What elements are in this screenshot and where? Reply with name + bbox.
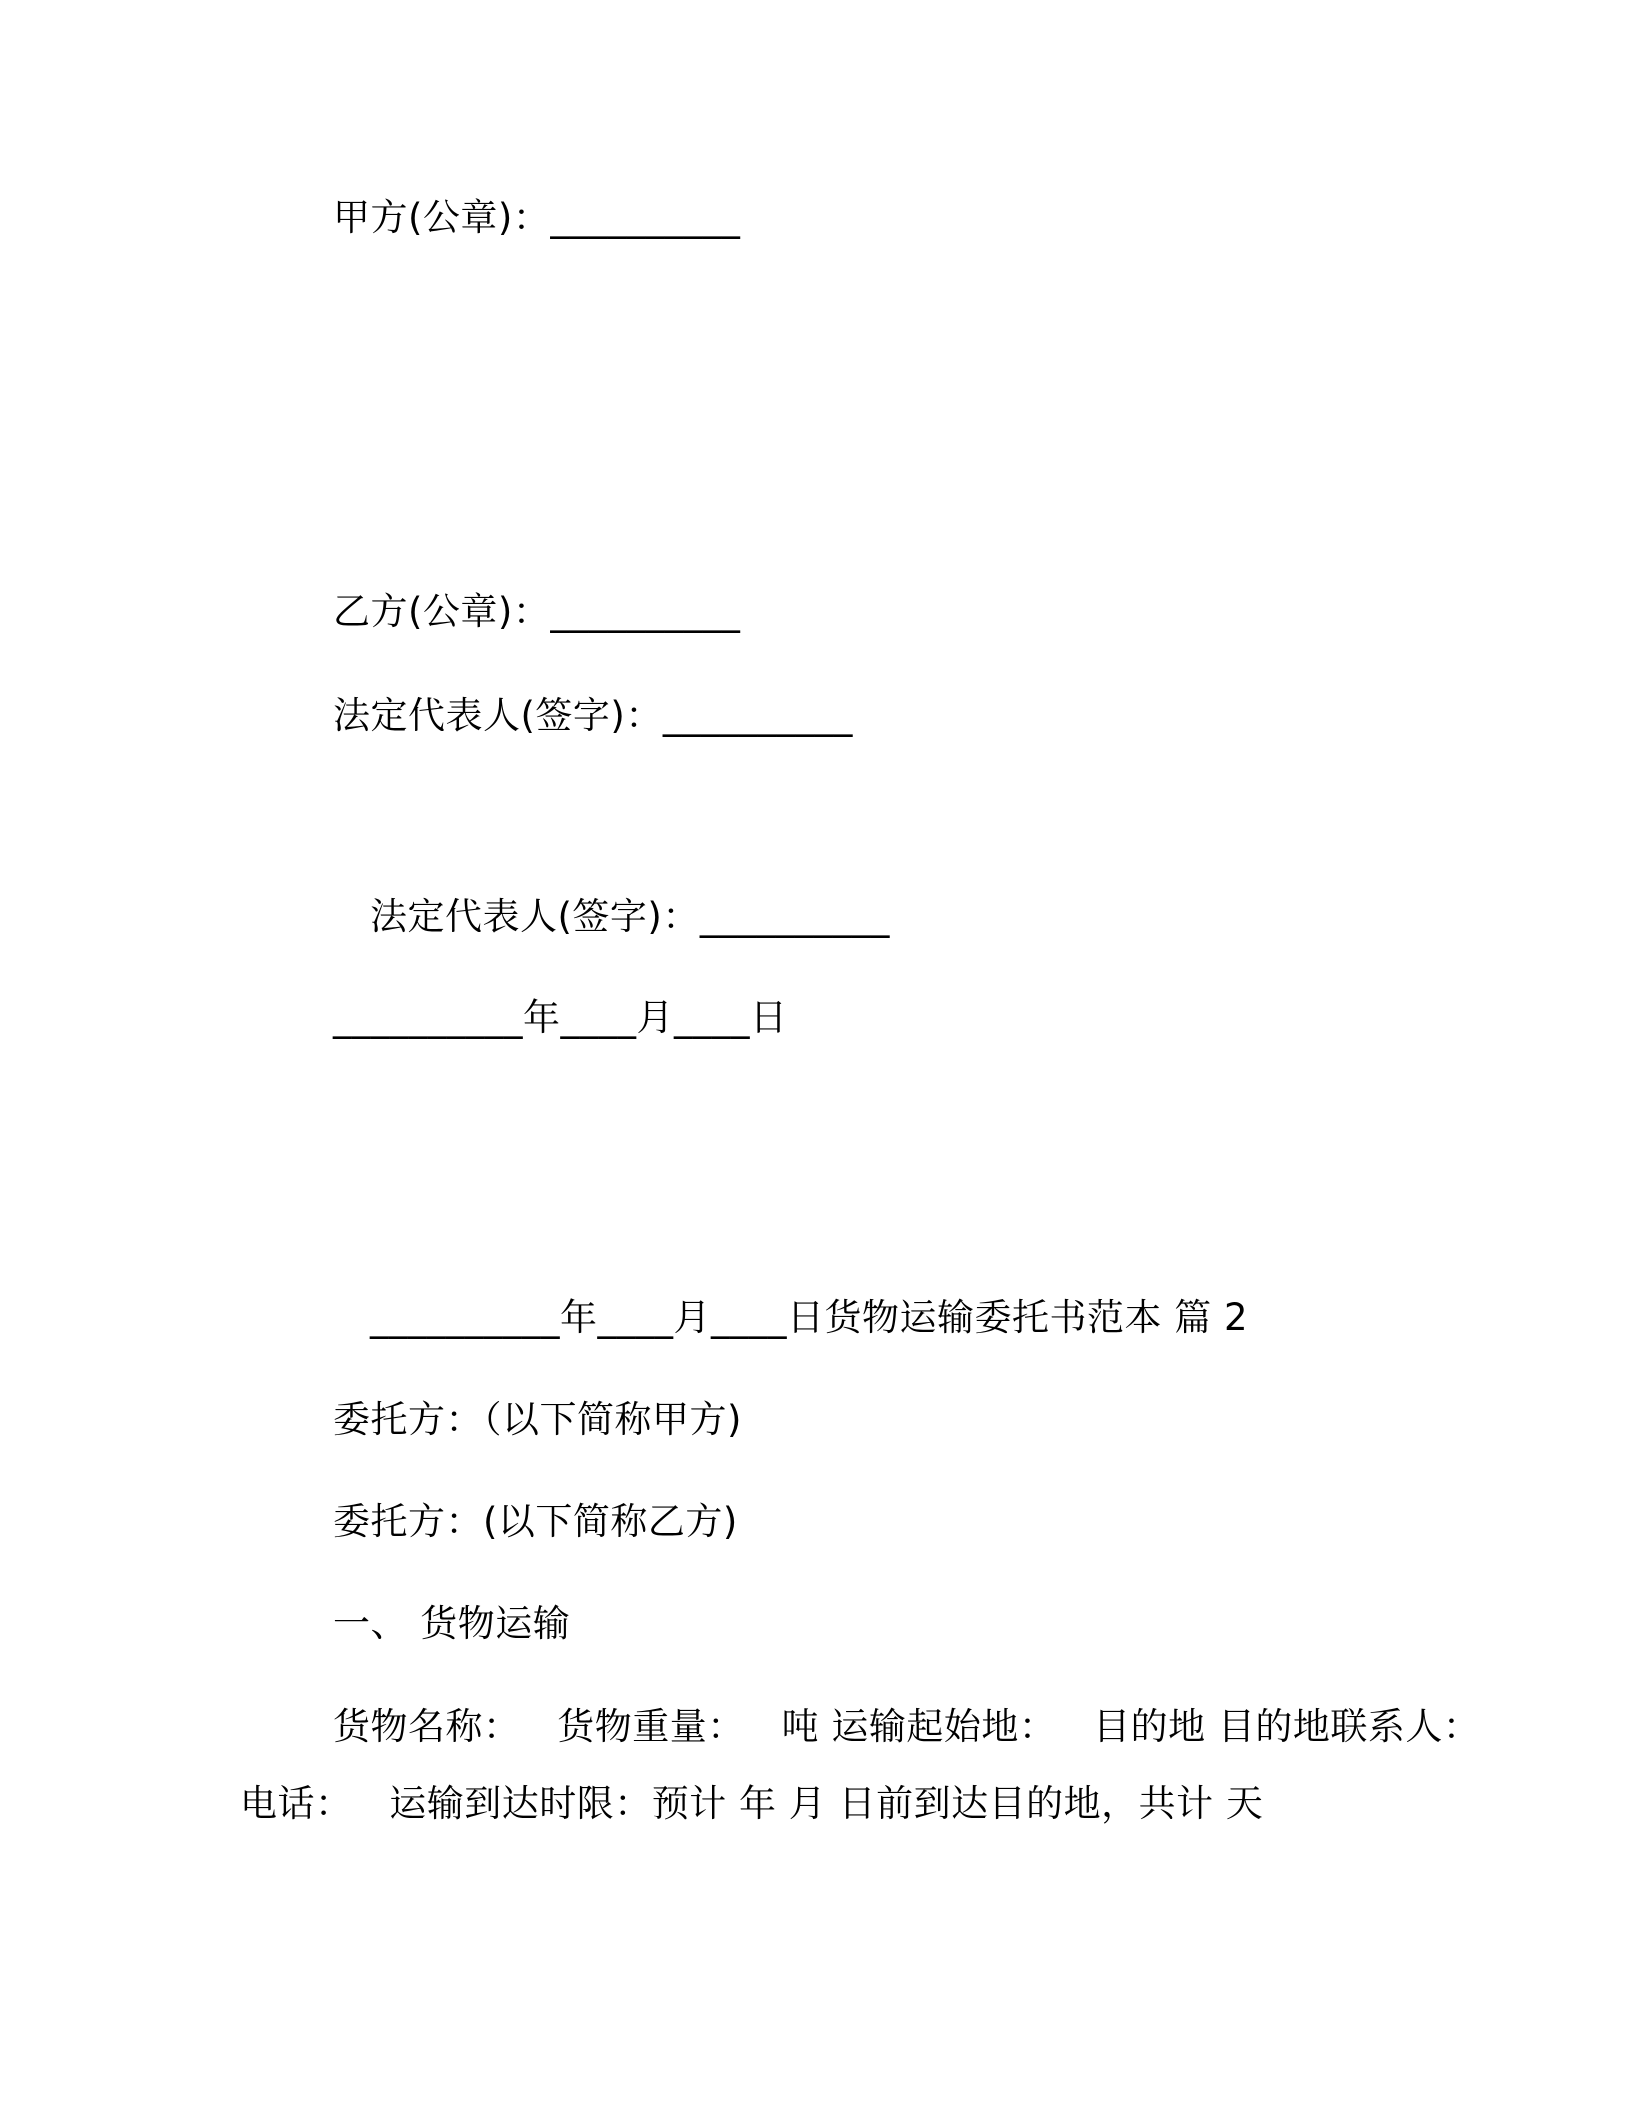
legal-representative-line-2: 法定代表人(签字)：__________ [370,895,890,938]
cargo-details-line-2: 电话： 运输到达时限：预计 年 月 日前到达目的地，共计 天 [240,1782,1264,1825]
party-b-seal-line: 乙方(公章)：__________ [333,590,741,633]
section-title: __________年____月____日货物运输委托书范本 篇 2 [370,1296,1249,1339]
signing-date-line: __________年____月____日 [333,996,788,1039]
party-a-seal-line: 甲方(公章)：__________ [333,196,741,239]
legal-representative-line: 法定代表人(签字)：__________ [333,694,853,737]
cargo-details-line-1: 货物名称： 货物重量： 吨 运输起始地： 目的地 目的地联系人： [333,1705,1481,1748]
heading-cargo-transport: 一、 货物运输 [333,1602,571,1645]
client-party-a: 委托方：（以下简称甲方) [333,1398,742,1441]
client-party-b: 委托方：(以下简称乙方) [333,1500,738,1543]
